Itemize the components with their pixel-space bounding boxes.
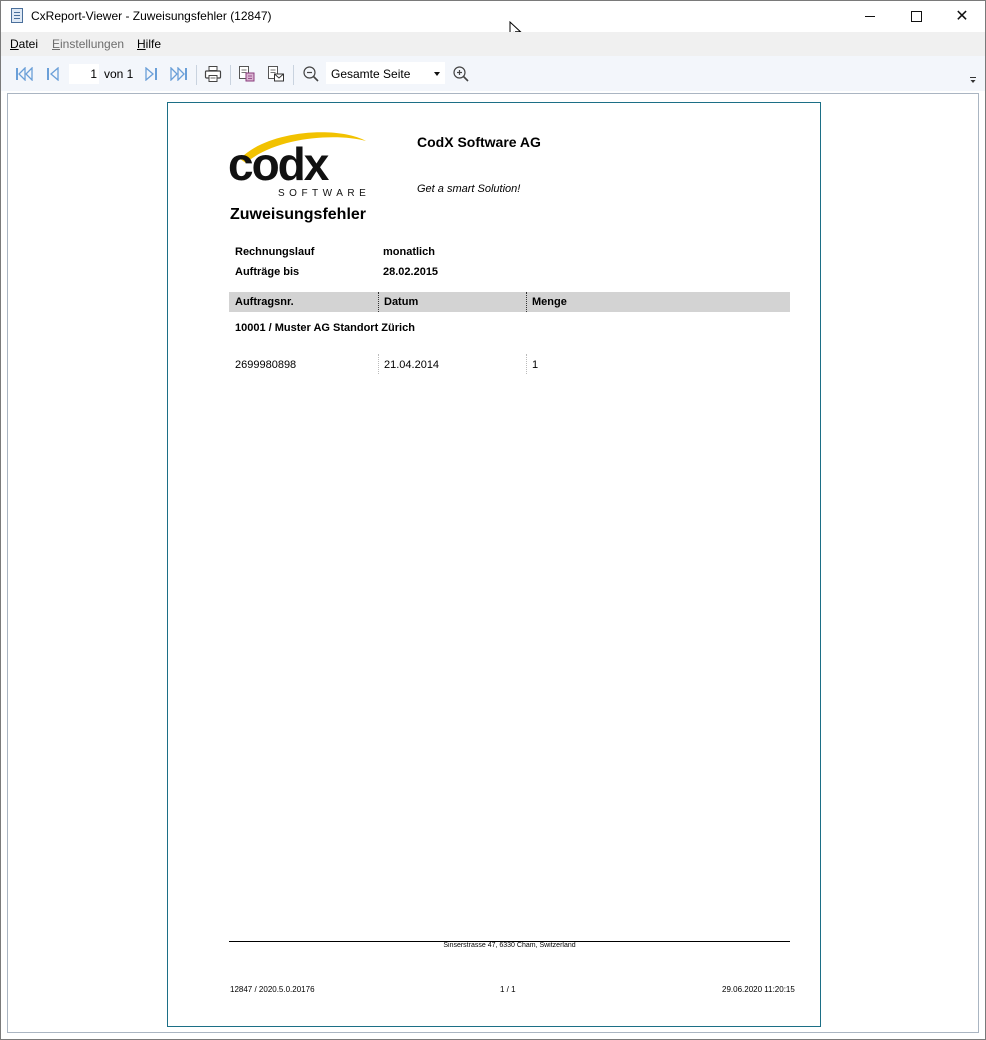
current-page-input[interactable] [69, 64, 99, 84]
maximize-button[interactable] [893, 1, 939, 32]
column-header-menge: Menge [532, 296, 567, 308]
menu-datei-rest: atei [18, 37, 39, 51]
param-value-auftraege-bis: 28.02.2015 [383, 266, 439, 278]
zoom-out-button[interactable] [301, 64, 321, 84]
toolbar-separator [293, 65, 294, 85]
window-title: CxReport-Viewer - Zuweisungsfehler (12847) [31, 9, 272, 23]
last-page-icon [170, 67, 188, 81]
table-cell-datum: 21.04.2014 [384, 359, 440, 371]
chevron-down-icon [434, 72, 440, 76]
column-divider [526, 292, 527, 312]
export-mail-button[interactable] [266, 64, 286, 84]
param-label-auftraege-bis: Aufträge bis [235, 266, 300, 278]
column-divider [378, 292, 379, 312]
zoom-out-icon [302, 65, 320, 83]
first-page-button[interactable] [14, 64, 34, 84]
minimize-icon [865, 16, 875, 17]
menu-hilfe-mnemonic: H [137, 37, 146, 51]
footer-report-id: 12847 / 2020.5.0.20176 [230, 985, 315, 994]
svg-text:SOFTWARE: SOFTWARE [278, 188, 371, 199]
next-page-button[interactable] [141, 64, 161, 84]
toolbar-separator [230, 65, 231, 85]
previous-page-icon [46, 67, 60, 81]
menu-hilfe-rest: ilfe [145, 37, 162, 51]
close-icon: ✕ [955, 7, 969, 25]
report-title: Zuweisungsfehler [230, 206, 367, 223]
close-button[interactable] [939, 1, 985, 32]
zoom-in-button[interactable] [451, 64, 471, 84]
group-header: 10001 / Muster AG Standort Zürich [235, 322, 415, 334]
menu-datei-mnemonic: D [10, 37, 19, 51]
footer-address: Sinserstrasse 47, 6330 Cham, Switzerland [443, 942, 576, 949]
toolbar-overflow-icon[interactable] [969, 76, 977, 84]
company-slogan: Get a smart Solution! [417, 183, 521, 195]
print-icon [204, 65, 222, 83]
zoom-select[interactable] [326, 62, 445, 84]
report-viewer-area[interactable] [7, 93, 979, 1033]
toolbar [1, 56, 985, 91]
menu-einstellungen[interactable] [52, 37, 124, 51]
menu-bar [1, 32, 985, 56]
svg-text:codx: codx [228, 138, 328, 190]
param-label-rechnungslauf: Rechnungslauf [235, 246, 315, 258]
table-cell-menge: 1 [532, 359, 539, 371]
first-page-icon [15, 67, 33, 81]
column-header-datum: Datum [384, 296, 419, 308]
cell-divider [378, 354, 379, 374]
zoom-select-value: Gesamte Seite [331, 67, 411, 81]
toolbar-separator [196, 65, 197, 85]
previous-page-button[interactable] [43, 64, 63, 84]
export-icon [238, 65, 256, 83]
last-page-button[interactable] [169, 64, 189, 84]
menu-datei[interactable] [10, 37, 38, 51]
company-name: CodX Software AG [417, 134, 541, 150]
minimize-button[interactable] [847, 1, 893, 32]
menu-hilfe[interactable] [137, 37, 161, 51]
app-icon [11, 8, 23, 23]
export-button[interactable] [237, 64, 257, 84]
page-count-label: von 1 [104, 67, 134, 81]
zoom-in-icon [452, 65, 470, 83]
table-cell-auftragsnr: 2699980898 [235, 359, 297, 371]
menu-einstellungen-mnemonic: E [52, 37, 61, 51]
next-page-icon [144, 67, 158, 81]
table-header [229, 292, 790, 312]
menu-einstellungen-rest: instellungen [60, 37, 125, 51]
report-page [167, 102, 821, 1027]
footer-page-number: 1 / 1 [500, 985, 516, 994]
cell-divider [526, 354, 527, 374]
param-value-rechnungslauf: monatlich [383, 246, 435, 258]
column-header-auftragsnr: Auftragsnr. [235, 296, 294, 308]
print-button[interactable] [203, 64, 223, 84]
maximize-icon [911, 11, 922, 22]
codx-logo [226, 127, 391, 199]
export-mail-icon [267, 65, 285, 83]
title-bar[interactable] [1, 1, 985, 32]
footer-timestamp: 29.06.2020 11:20:15 [722, 985, 795, 994]
